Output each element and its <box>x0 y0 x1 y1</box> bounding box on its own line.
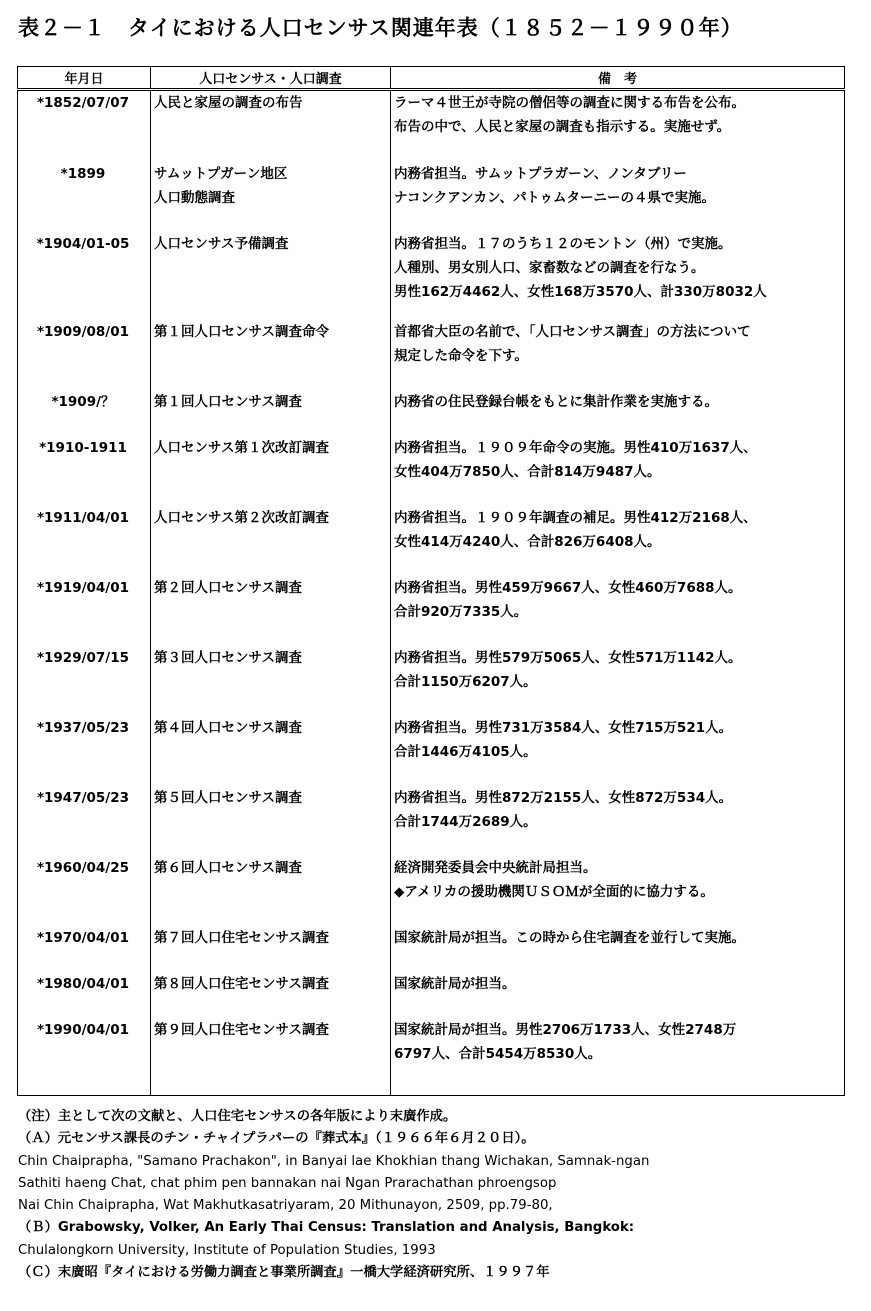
cell-notes <box>391 162 845 232</box>
table-row <box>18 576 845 646</box>
footnote-line: （Ａ）元センサス課長のチン・チャイプラパーの『葬式本』（１９６６年６月２０日）。 <box>18 1131 535 1147</box>
cell-date: *1899 <box>18 162 151 232</box>
note-line: 布告の中で、人民と家屋の調査も指示する。実施せず。 <box>394 119 731 135</box>
cell-notes <box>391 926 845 972</box>
cell-census-name <box>151 972 391 1018</box>
census-name-line: 第１回人口センサス調査 <box>154 393 302 410</box>
cell-notes <box>391 646 845 716</box>
cell-notes <box>391 506 845 576</box>
note-line: 内務省担当。１７のうち１２のモントン（州）で実施。 <box>394 235 732 252</box>
table-row <box>18 716 845 786</box>
table-row <box>18 90 845 162</box>
cell-census-name <box>151 436 391 506</box>
census-name-line: 第８回人口住宅センサス調査 <box>154 975 329 992</box>
cell-notes <box>391 436 845 506</box>
cell-census-name <box>151 90 391 162</box>
table-row <box>18 856 845 926</box>
note-line: 男性162万4462人、女性168万3570人、計330万8032人 <box>394 283 767 300</box>
cell-date: *1909/08/01 <box>18 320 151 390</box>
cell-date: *1947/05/23 <box>18 786 151 856</box>
cell-census-name <box>151 926 391 972</box>
note-line: 経済開発委員会中央統計局担当。 <box>394 859 597 876</box>
table-header-row <box>18 67 845 90</box>
cell-date: *1904/01-05 <box>18 232 151 320</box>
note-line: 合計1150万6207人。 <box>394 673 537 690</box>
census-name-line: 人口センサス第２次改訂調査 <box>154 509 329 526</box>
cell-census-name <box>151 1018 391 1073</box>
table-row <box>18 232 845 320</box>
cell-notes <box>391 972 845 1018</box>
cell-date: *1970/04/01 <box>18 926 151 972</box>
table-row <box>18 1018 845 1073</box>
header-notes: 備 考 <box>391 67 845 90</box>
note-line: 内務省担当。１９０９年調査の補足。男性412万2168人、 <box>394 509 757 526</box>
cell-date: *1852/07/07 <box>18 90 151 162</box>
note-line: 6797人、合計5454万8530人。 <box>394 1045 602 1062</box>
note-line: 女性404万7850人、合計814万9487人。 <box>394 463 661 480</box>
cell-census-name <box>151 856 391 926</box>
cell-notes <box>391 716 845 786</box>
footnote-line: Sathiti haeng Chat, chat phim pen bannakan nai Ngan Prarachathan phroengsop <box>18 1175 557 1191</box>
footnote-line: Chin Chaiprapha, "Samano Prachakon", in Banyai lae Khokhian thang Wichakan, Samnak-ngan <box>18 1153 650 1169</box>
cell-census-name <box>151 320 391 390</box>
note-line: 内務省担当。サムットプラガーン、ノンタブリー <box>394 165 687 182</box>
cell-date: *1909/？ <box>18 390 151 436</box>
note-line: 女性414万4240人、合計826万6408人。 <box>394 533 661 550</box>
cell-date: *1980/04/01 <box>18 972 151 1018</box>
cell-census-name <box>151 390 391 436</box>
note-line: 内務省担当。男性459万9667人、女性460万7688人。 <box>394 579 742 596</box>
cell-notes <box>391 786 845 856</box>
cell-census-name <box>151 646 391 716</box>
table-row <box>18 162 845 232</box>
note-line: 合計1446万4105人。 <box>394 743 537 760</box>
note-line: 内務省担当。１９０９年命令の実施。男性410万1637人、 <box>394 439 757 456</box>
footnote-line: Nai Chin Chaipraphа, Wat Makhutkasatriyaram, 20 Mithunayon, 2509, pp.79-80, <box>18 1198 553 1214</box>
header-census-name: 人口センサス・人口調査 <box>151 67 391 90</box>
footnote-line: （Ｂ）Grabowsky, Volker, An Early Thai Census: Translation and Analysis, Bangkok: <box>18 1220 635 1236</box>
cell-notes <box>391 1018 845 1073</box>
cell-census-name <box>151 162 391 232</box>
census-name-line: 第９回人口住宅センサス調査 <box>154 1021 329 1038</box>
header-date: 年月日 <box>18 67 151 90</box>
note-line: ラーマ４世王が寺院の僧侶等の調査に関する布告を公布。 <box>394 95 745 111</box>
cell-date: *1929/07/15 <box>18 646 151 716</box>
census-name-line: サムットプガーン地区 <box>154 165 288 182</box>
page-title: 表２－１ タイにおける人口センサス関連年表（１８５２－１９９０年） <box>18 16 743 40</box>
note-line: 内務省担当。男性579万5065人、女性571万1142人。 <box>394 649 742 666</box>
cell-notes <box>391 576 845 646</box>
census-timeline-table <box>17 66 845 1096</box>
footnotes <box>18 1106 858 1284</box>
cell-census-name <box>151 506 391 576</box>
note-line: 首都省大臣の名前で、「人口センサス調査」の方法について <box>394 323 751 340</box>
census-name-line: 第３回人口センサス調査 <box>154 649 302 666</box>
census-name-line: 第７回人口住宅センサス調査 <box>154 929 329 946</box>
cell-notes <box>391 856 845 926</box>
cell-notes <box>391 90 845 162</box>
census-name-line: 人口動態調査 <box>154 189 235 206</box>
cell-date: *1990/04/01 <box>18 1018 151 1073</box>
table-row <box>18 390 845 436</box>
table-row <box>18 972 845 1018</box>
census-name-line: 第５回人口センサス調査 <box>154 789 302 806</box>
census-name-line: 人口センサス予備調査 <box>154 235 289 252</box>
table-filler-row <box>18 1073 845 1096</box>
footnote-line: （注）主として次の文献と、人口住宅センサスの各年版により末廣作成。 <box>18 1109 457 1124</box>
census-name-line: 人民と家屋の調査の布告 <box>154 95 303 111</box>
cell-date: *1937/05/23 <box>18 716 151 786</box>
cell-date: *1911/04/01 <box>18 506 151 576</box>
note-line: 国家統計局が担当。男性2706万1733人、女性2748万 <box>394 1021 737 1038</box>
census-name-line: 第６回人口センサス調査 <box>154 859 302 876</box>
table-body <box>18 90 845 1096</box>
table-row <box>18 786 845 856</box>
census-name-line: 人口センサス第１次改訂調査 <box>154 439 329 456</box>
cell-date: *1910-1911 <box>18 436 151 506</box>
note-line: 合計920万7335人。 <box>394 603 528 620</box>
note-line: 内務省担当。男性872万2155人、女性872万534人。 <box>394 789 733 806</box>
table-row <box>18 506 845 576</box>
note-line: 国家統計局が担当。この時から住宅調査を並行して実施。 <box>394 929 745 946</box>
table-row <box>18 320 845 390</box>
filler-cell <box>151 1073 391 1096</box>
note-line: 内務省の住民登録台帳をもとに集計作業を実施する。 <box>394 393 718 410</box>
note-line: 内務省担当。男性731万3584人、女性715万521人。 <box>394 719 733 736</box>
footnote-line: Chulalongkorn University, Institute of Population Studies, 1993 <box>18 1242 436 1258</box>
cell-notes <box>391 232 845 320</box>
filler-cell <box>391 1073 845 1096</box>
cell-date: *1960/04/25 <box>18 856 151 926</box>
table-row <box>18 926 845 972</box>
cell-notes <box>391 390 845 436</box>
census-table-container <box>17 66 844 1103</box>
cell-census-name <box>151 576 391 646</box>
census-name-line: 第４回人口センサス調査 <box>154 719 302 736</box>
cell-notes <box>391 320 845 390</box>
table-row <box>18 646 845 716</box>
footnote-line: （Ｃ）末廣昭『タイにおける労働力調査と事業所調査』一橋大学経済研究所、１９９７年 <box>18 1265 550 1281</box>
note-line: 国家統計局が担当。 <box>394 975 516 992</box>
note-line: 規定した命令を下す。 <box>394 347 528 364</box>
note-line: ナコンクアンカン、パトゥムターニーの４県で実施。 <box>394 189 715 206</box>
cell-census-name <box>151 716 391 786</box>
cell-date: *1919/04/01 <box>18 576 151 646</box>
note-line: 合計1744万2689人。 <box>394 813 537 830</box>
filler-cell <box>18 1073 151 1096</box>
cell-census-name <box>151 786 391 856</box>
census-name-line: 第２回人口センサス調査 <box>154 579 302 596</box>
note-line: 人種別、男女別人口、家畜数などの調査を行なう。 <box>394 259 705 276</box>
cell-census-name <box>151 232 391 320</box>
census-name-line: 第１回人口センサス調査命令 <box>154 323 329 340</box>
note-line: ◆アメリカの援助機関ＵＳＯＭが全面的に協力する。 <box>394 883 714 900</box>
table-row <box>18 436 845 506</box>
